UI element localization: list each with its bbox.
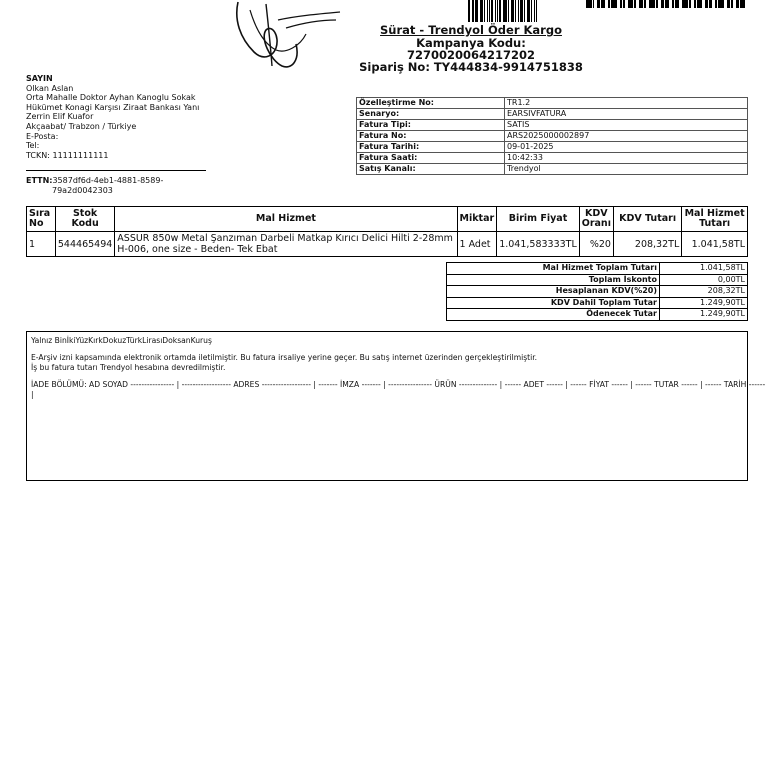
campaign-label: Kampanya Kodu: bbox=[416, 36, 526, 50]
buyer-line: Orta Mahalle Doktor Ayhan Kanoglu Sokak bbox=[26, 93, 196, 103]
qr-module bbox=[620, 0, 623, 8]
qr-module bbox=[611, 0, 617, 8]
qr-module bbox=[736, 0, 740, 8]
qr-module bbox=[644, 0, 647, 8]
info-row bbox=[357, 153, 748, 164]
qr-module bbox=[689, 0, 692, 8]
buyer-title: SAYIN bbox=[26, 74, 53, 83]
barcode-bar bbox=[536, 0, 538, 22]
ettn-value-cont: 79a2d0042303 bbox=[52, 185, 113, 195]
totals-value: 1.249,90TL bbox=[660, 297, 748, 309]
col-header-tutar: Mal Hizmet Tutarı bbox=[682, 207, 748, 232]
barcode-bar bbox=[503, 0, 504, 22]
qr-module bbox=[740, 0, 745, 8]
qr-module bbox=[675, 0, 679, 8]
col-header-birim: Birim Fiyat bbox=[497, 207, 580, 232]
totals-value: 1.249,90TL bbox=[660, 309, 748, 321]
info-label: Fatura Saati: bbox=[357, 153, 505, 164]
totals-label: Ödenecek Tutar bbox=[447, 309, 660, 321]
qr-module bbox=[628, 0, 633, 8]
totals-label: Hesaplanan KDV(%20) bbox=[447, 286, 660, 298]
totals-row bbox=[447, 309, 748, 321]
totals-label: Mal Hizmet Toplam Tutarı bbox=[447, 263, 660, 275]
text-cursor: | bbox=[31, 390, 34, 399]
divider bbox=[26, 170, 206, 171]
barcode-bar bbox=[480, 0, 481, 22]
info-row bbox=[357, 142, 748, 153]
totals-value: 208,32TL bbox=[660, 286, 748, 298]
cell-sira: 1 bbox=[27, 232, 56, 257]
totals-table bbox=[446, 262, 748, 321]
qr-module bbox=[694, 0, 696, 8]
barcode-bar bbox=[515, 0, 516, 22]
barcode-bar bbox=[495, 0, 496, 22]
qr-module bbox=[608, 0, 610, 8]
invoice-info-table bbox=[356, 97, 748, 175]
info-value: SATIS bbox=[505, 120, 748, 131]
qr-module bbox=[661, 0, 664, 8]
totals-value: 0,00TL bbox=[660, 274, 748, 286]
note-line: İş bu fatura tutarı Trendyol hesabına devredilmiştir. bbox=[31, 362, 226, 372]
items-header-row bbox=[27, 207, 748, 232]
totals-value: 1.041,58TL bbox=[660, 263, 748, 275]
cell-birim: 1.041,583333TL bbox=[497, 232, 580, 257]
barcode-bar bbox=[475, 0, 477, 22]
qr-module bbox=[731, 0, 733, 8]
ettn bbox=[26, 176, 216, 195]
barcode-bar bbox=[534, 0, 535, 22]
barcode-bar bbox=[527, 0, 528, 22]
info-row bbox=[357, 120, 748, 131]
barcode-bar bbox=[512, 0, 514, 22]
order-number: Sipariş No: TY444834-9914751838 bbox=[359, 60, 583, 74]
info-label: Senaryo: bbox=[357, 109, 505, 120]
qr-module bbox=[682, 0, 688, 8]
info-value: 10:42:33 bbox=[505, 153, 748, 164]
barcode-bar bbox=[472, 0, 473, 22]
qr-module bbox=[597, 0, 600, 8]
qr-module bbox=[649, 0, 655, 8]
qr-module bbox=[639, 0, 643, 8]
qr-module bbox=[697, 0, 702, 8]
qr-module bbox=[727, 0, 730, 8]
info-label: Satış Kanalı: bbox=[357, 164, 505, 175]
cell-tutar: 1.041,58TL bbox=[682, 232, 748, 257]
campaign-code: 7270020064217202 bbox=[406, 48, 536, 62]
info-row bbox=[357, 131, 748, 142]
info-value: Trendyol bbox=[505, 164, 748, 175]
totals-row bbox=[447, 263, 748, 275]
totals-row bbox=[447, 274, 748, 286]
qr-module bbox=[665, 0, 670, 8]
buyer-block bbox=[26, 74, 206, 160]
note-line: E-Arşiv izni kapsamında elektronik ortamda iletilmiştir. Bu fatura irsaliye yerine geçer. Bu satış internet üzerinden gerçekleştirilmiştir. bbox=[31, 353, 538, 362]
qr-module bbox=[672, 0, 674, 8]
buyer-line: Akçaabat/ Trabzon / Türkiye bbox=[26, 121, 137, 131]
buyer-line: Zerrin Elif Kuafor bbox=[26, 112, 94, 122]
info-value: 09-01-2025 bbox=[505, 142, 748, 153]
totals-row bbox=[447, 286, 748, 298]
qr-module bbox=[593, 0, 595, 8]
info-row bbox=[357, 109, 748, 120]
info-label: Fatura Tarihi: bbox=[357, 142, 505, 153]
signature-icon bbox=[226, 0, 344, 72]
barcode-bar bbox=[484, 0, 485, 22]
barcode-bar bbox=[528, 0, 530, 22]
info-row bbox=[357, 98, 748, 109]
totals-label: KDV Dahil Toplam Tutar bbox=[447, 297, 660, 309]
info-label: Fatura No: bbox=[357, 131, 505, 142]
qr-module bbox=[634, 0, 636, 8]
col-header-stok: Stok Kodu bbox=[55, 207, 114, 232]
info-row bbox=[357, 164, 748, 175]
cell-kdv-tutar: 208,32TL bbox=[613, 232, 681, 257]
qr-module bbox=[601, 0, 605, 8]
totals-row bbox=[447, 297, 748, 309]
barcode-bar bbox=[487, 0, 488, 22]
buyer-line: E-Posta: bbox=[26, 131, 59, 141]
totals-label: Toplam İskonto bbox=[447, 274, 660, 286]
cell-miktar: 1 Adet bbox=[457, 232, 497, 257]
qr-module bbox=[656, 0, 658, 8]
barcode-bar bbox=[491, 0, 493, 22]
items-table bbox=[26, 206, 748, 257]
barcode-bar bbox=[518, 0, 520, 22]
barcode-bar bbox=[531, 0, 532, 22]
amount-in-words: Yalnız BinİkiYüzKırkDokuzTürkLirasıDoksanKuruş bbox=[31, 336, 212, 345]
buyer-line: Olkan Aslan bbox=[26, 83, 74, 93]
barcode-bar bbox=[497, 0, 498, 22]
info-value: EARSIVFATURA bbox=[505, 109, 748, 120]
barcode-bar bbox=[511, 0, 512, 22]
qr-module bbox=[705, 0, 708, 8]
barcode-bar bbox=[508, 0, 509, 22]
info-label: Özelleştirme No: bbox=[357, 98, 505, 109]
cell-hizmet: ASSUR 850w Metal Şanzıman Darbeli Matkap Kırıcı Delici Hilti 2-28mm H-006, one size - Beden- Tek Ebat bbox=[115, 232, 457, 257]
buyer-line: TCKN: 11111111111 bbox=[26, 150, 109, 160]
notes-box bbox=[26, 331, 766, 481]
qr-module bbox=[709, 0, 713, 8]
qr-module bbox=[586, 0, 592, 8]
barcode-bar bbox=[504, 0, 506, 22]
barcode-bar bbox=[473, 0, 474, 22]
barcode-bar bbox=[499, 0, 501, 22]
info-value: ARS2025000002897 bbox=[505, 131, 748, 142]
col-header-miktar: Miktar bbox=[457, 207, 497, 232]
barcode-bar bbox=[524, 0, 525, 22]
col-header-kdv-tutar: KDV Tutarı bbox=[613, 207, 681, 232]
ettn-label: ETTN: bbox=[26, 176, 53, 185]
col-header-hizmet: Mal Hizmet bbox=[115, 207, 457, 232]
qr-module bbox=[623, 0, 625, 8]
cargo-title: Sürat - Trendyol Öder Kargo bbox=[380, 23, 562, 37]
barcode-bar bbox=[520, 0, 522, 22]
barcode-bar bbox=[489, 0, 491, 22]
qr-module bbox=[718, 0, 724, 8]
col-header-sira: Sıra No bbox=[27, 207, 56, 232]
qr-code bbox=[586, 0, 748, 8]
col-header-kdv-oran: KDV Oranı bbox=[579, 207, 613, 232]
qr-module bbox=[715, 0, 717, 8]
info-value: TR1.2 bbox=[505, 98, 748, 109]
barcode-bar bbox=[468, 0, 470, 22]
ettn-value: 3587df6d-4eb1-4881-8589- bbox=[52, 176, 164, 185]
table-row bbox=[27, 232, 748, 257]
return-section: İADE BÖLÜMÜ: AD SOYAD ---------------- | ------------------ ADRES ------------------ | ------- İMZA ------- | ---------------- ÜRÜN -------------- | ------ ADET ------ | ------ FİYAT ------ | ------ TUTAR ------ | ------ TARİH ------ bbox=[31, 380, 766, 389]
buyer-line: Tel: bbox=[26, 141, 40, 151]
cell-stok: 544465494 bbox=[55, 232, 114, 257]
barcode bbox=[468, 0, 538, 22]
info-label: Fatura Tipi: bbox=[357, 120, 505, 131]
cell-kdv-oran: %20 bbox=[579, 232, 613, 257]
buyer-line: Hükümet Konagi Karşısı Ziraat Bankası Yanı bbox=[26, 102, 200, 112]
barcode-bar bbox=[481, 0, 483, 22]
